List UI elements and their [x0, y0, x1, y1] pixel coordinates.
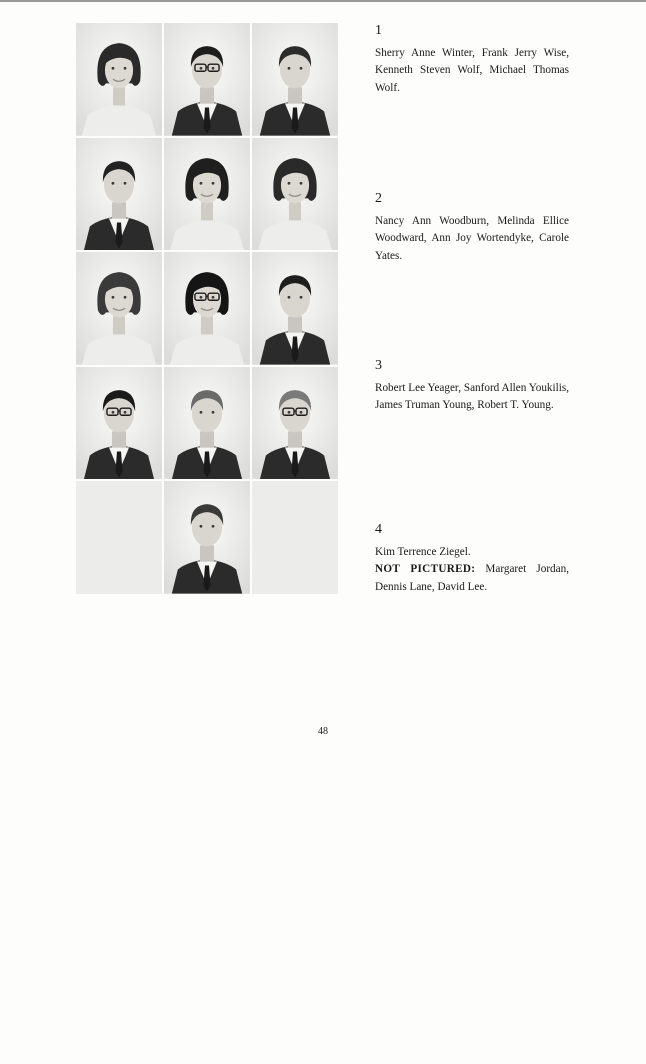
group-number: 2 [375, 191, 382, 206]
student-portrait [164, 23, 250, 136]
page-top-edge [0, 0, 646, 2]
portrait-photo [164, 252, 250, 365]
portrait-photo [252, 23, 338, 136]
group-names: Kim Terrence Ziegel. [375, 545, 471, 558]
portrait-photo [164, 367, 250, 480]
group-number: 1 [375, 23, 382, 38]
empty-photo-slot [76, 481, 162, 594]
page-number: 48 [318, 726, 328, 737]
portrait-photo [164, 138, 250, 251]
student-portrait [164, 367, 250, 480]
caption-group-3 [375, 357, 569, 415]
empty-photo-slot [252, 481, 338, 594]
student-portrait [164, 252, 250, 365]
student-portrait [252, 367, 338, 480]
portrait-photo [252, 138, 338, 251]
student-portrait [252, 252, 338, 365]
not-pictured-label: NOT PICTURED: [375, 563, 476, 575]
student-portrait [76, 252, 162, 365]
portrait-photo [252, 252, 338, 365]
student-portrait [164, 138, 250, 251]
group-number: 4 [375, 522, 382, 537]
portrait-photo [76, 23, 162, 136]
caption-group-4 [375, 521, 569, 596]
portrait-photo [164, 481, 250, 594]
student-portrait [252, 23, 338, 136]
caption-group-1 [375, 22, 569, 97]
student-portrait [164, 481, 250, 594]
group-names: Nancy Ann Woodburn, Melinda Ellice Woodward, Ann Joy Wortendyke, Carole Yates. [375, 214, 569, 262]
portrait-photo [252, 367, 338, 480]
portrait-photo [76, 252, 162, 365]
group-names: Robert Lee Yeager, Sanford Allen Youkilis, James Truman Young, Robert T. Young. [375, 381, 569, 411]
portrait-photo [76, 367, 162, 480]
student-portrait [76, 23, 162, 136]
student-portrait [252, 138, 338, 251]
portrait-photo [164, 23, 250, 136]
portrait-photo [76, 138, 162, 251]
student-portrait [76, 367, 162, 480]
group-number: 3 [375, 358, 382, 373]
portrait-grid [76, 23, 338, 594]
not-pictured-note [375, 561, 569, 596]
not-pictured-names: Margaret Jordan, Dennis Lane, David Lee. [375, 563, 569, 593]
student-portrait [76, 138, 162, 251]
caption-group-2 [375, 190, 569, 265]
group-names: Sherry Anne Winter, Frank Jerry Wise, Kenneth Steven Wolf, Michael Thomas Wolf. [375, 46, 569, 94]
